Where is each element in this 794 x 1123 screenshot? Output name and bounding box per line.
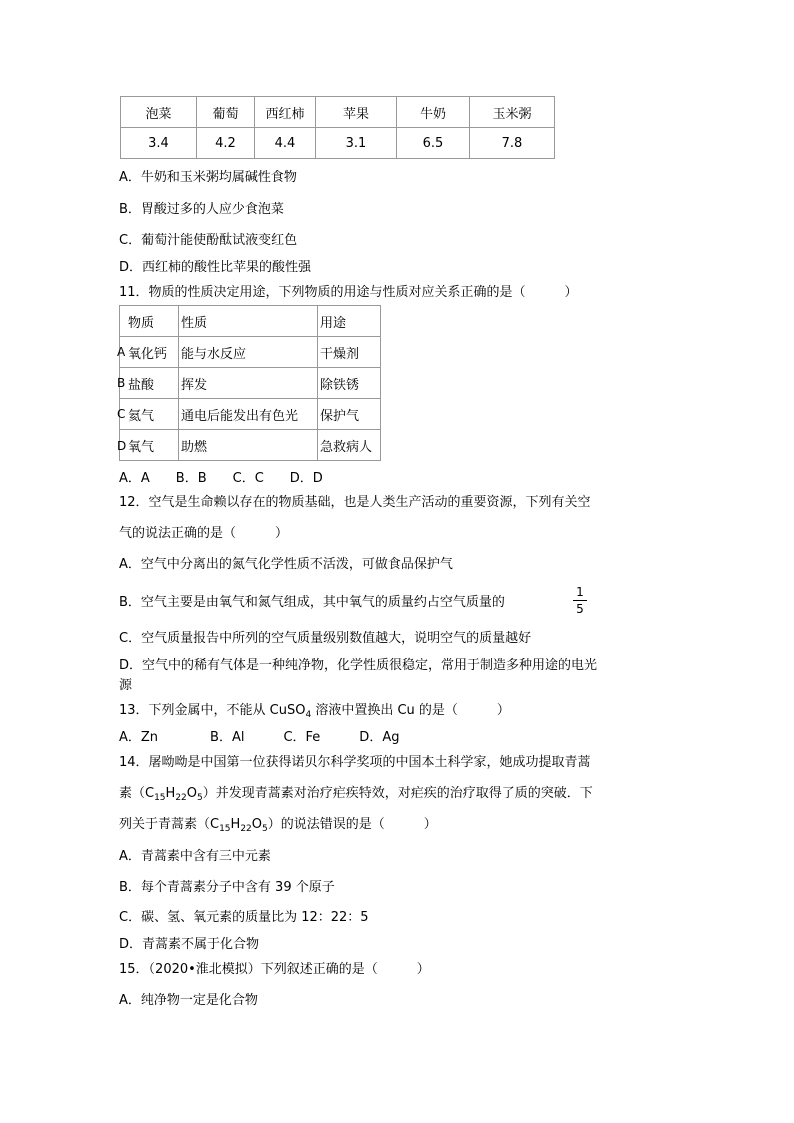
- q14-option-d: D．青蒿素不属于化合物: [119, 937, 260, 952]
- fraction-denominator: 5: [576, 602, 584, 616]
- q13-stem-pre: 13．下列金属中，不能从 CuSO: [119, 703, 306, 718]
- q14-line3: [119, 813, 437, 834]
- q14-text: H: [230, 817, 241, 832]
- q11-table-header-row: [120, 306, 381, 337]
- ph-table-cell: 3.1: [316, 128, 397, 159]
- q12-option-b: B．空气主要是由氧气和氮气组成，其中氧气的质量约占空气质量的: [119, 595, 505, 610]
- q14-text: ）的说法错误的是（ ）: [267, 817, 437, 832]
- q15-stem: 15．（2020•淮北模拟）下列叙述正确的是（ ）: [119, 962, 430, 977]
- ph-table-header-row: [121, 97, 555, 128]
- q11-row-label: D: [117, 439, 127, 453]
- q14-option-a: A．青蒿素中含有三中元素: [119, 849, 271, 864]
- fraction-numerator: 1: [576, 585, 584, 599]
- q12-fraction: [573, 585, 587, 616]
- q11-cell: 助燃: [179, 430, 318, 461]
- q10-option-c: C．葡萄汁能使酚酞试液变红色: [119, 233, 298, 248]
- q11-cell: 氧化钙: [120, 337, 179, 368]
- ph-table-cell: 4.4: [255, 128, 316, 159]
- q11-row-label: A: [117, 345, 126, 359]
- subscript: 22: [240, 824, 252, 834]
- q14-line2: [119, 782, 593, 803]
- q14-text: 素（C: [119, 786, 155, 801]
- q14-option-c: C．碳、氢、氧元素的质量比为 12：22：5: [119, 910, 369, 925]
- subscript: 15: [154, 793, 166, 803]
- q11-header-use: 用途: [318, 306, 381, 337]
- q11-table-row: [120, 368, 381, 399]
- ph-table-header: 苹果: [316, 97, 397, 128]
- subscript: 5: [262, 824, 268, 834]
- ph-table-header: 葡萄: [197, 97, 255, 128]
- q14-text: ）并发现青蒿素对治疗疟疾特效，对疟疾的治疗取得了质的突破．下: [202, 786, 593, 801]
- q14-text: O: [251, 817, 262, 832]
- q11-header-property: 性质: [179, 306, 318, 337]
- q13-stem: [119, 699, 510, 720]
- q11-table-row: [120, 430, 381, 461]
- q13-subscript: 4: [305, 710, 312, 720]
- subscript: 22: [175, 793, 187, 803]
- ph-table-header: 牛奶: [397, 97, 470, 128]
- q11-cell: 通电后能发出有色光: [179, 399, 318, 430]
- q11-cell: 保护气: [318, 399, 381, 430]
- ph-table-header: 西红柿: [255, 97, 316, 128]
- q13-stem-post: 溶液中置换出 Cu 的是（ ）: [311, 703, 510, 718]
- q11-stem: 11．物质的性质决定用途，下列物质的用途与性质对应关系正确的是（ ）: [119, 285, 578, 300]
- q12-stem-line2: 气的说法正确的是（ ）: [119, 526, 289, 541]
- fraction-bar: [573, 600, 587, 601]
- q14-text: H: [165, 786, 176, 801]
- q11-cell: 干燥剂: [318, 337, 381, 368]
- q11-table: [119, 305, 381, 461]
- q14-line1: 14．屠呦呦是中国第一位获得诺贝尔科学奖项的中国本土科学家，她成功提取青蒿: [119, 755, 591, 770]
- q15-option-a: A．纯净物一定是化合物: [119, 993, 258, 1008]
- q14-text: O: [186, 786, 197, 801]
- subscript: 15: [219, 824, 231, 834]
- q11-cell: 氧气: [120, 430, 179, 461]
- ph-table-header: 玉米粥: [470, 97, 555, 128]
- q13-options: A．Zn B．Al C．Fe D．Ag: [119, 730, 400, 745]
- q11-header-substance: 物质: [120, 306, 179, 337]
- ph-table-header: 泡菜: [121, 97, 197, 128]
- q11-cell: 能与水反应: [179, 337, 318, 368]
- q11-cell: 除铁锈: [318, 368, 381, 399]
- q11-cell: 盐酸: [120, 368, 179, 399]
- q12-stem-line1: 12．空气是生命赖以存在的物质基础，也是人类生产活动的重要资源，下列有关空: [119, 495, 591, 510]
- q11-row-label: C: [117, 407, 126, 421]
- q11-table-row: [120, 337, 381, 368]
- ph-table-cell: 6.5: [397, 128, 470, 159]
- q12-option-c: C．空气质量报告中所列的空气质量级别数值越大，说明空气的质量越好: [119, 631, 532, 646]
- q12-option-a: A．空气中分离出的氮气化学性质不活泼，可做食品保护气: [119, 557, 453, 572]
- ph-table-cell: 3.4: [121, 128, 197, 159]
- q10-option-b: B．胃酸过多的人应少食泡菜: [119, 202, 284, 217]
- q11-cell: 挥发: [179, 368, 318, 399]
- q10-option-d: D．西红柿的酸性比苹果的酸性强: [119, 260, 312, 275]
- q14-option-b: B．每个青蒿素分子中含有 39 个原子: [119, 880, 335, 895]
- q11-cell: 急救病人: [318, 430, 381, 461]
- q14-text: 列关于青蒿素（C: [119, 817, 220, 832]
- ph-table: [120, 96, 555, 159]
- q11-row-label: B: [117, 376, 126, 390]
- ph-table-cell: 7.8: [470, 128, 555, 159]
- subscript: 5: [197, 793, 203, 803]
- q12-option-d-line2: 源: [119, 678, 133, 693]
- ph-table-cell: 4.2: [197, 128, 255, 159]
- q12-option-d-line1: D．空气中的稀有气体是一种纯净物，化学性质很稳定，常用于制造多种用途的电光: [119, 658, 598, 673]
- q10-option-a: A．牛奶和玉米粥均属碱性食物: [119, 170, 297, 185]
- q11-table-row: [120, 399, 381, 430]
- q11-options: A．A B．B C．C D．D: [119, 471, 323, 486]
- ph-table-value-row: [121, 128, 555, 159]
- q11-cell: 氦气: [120, 399, 179, 430]
